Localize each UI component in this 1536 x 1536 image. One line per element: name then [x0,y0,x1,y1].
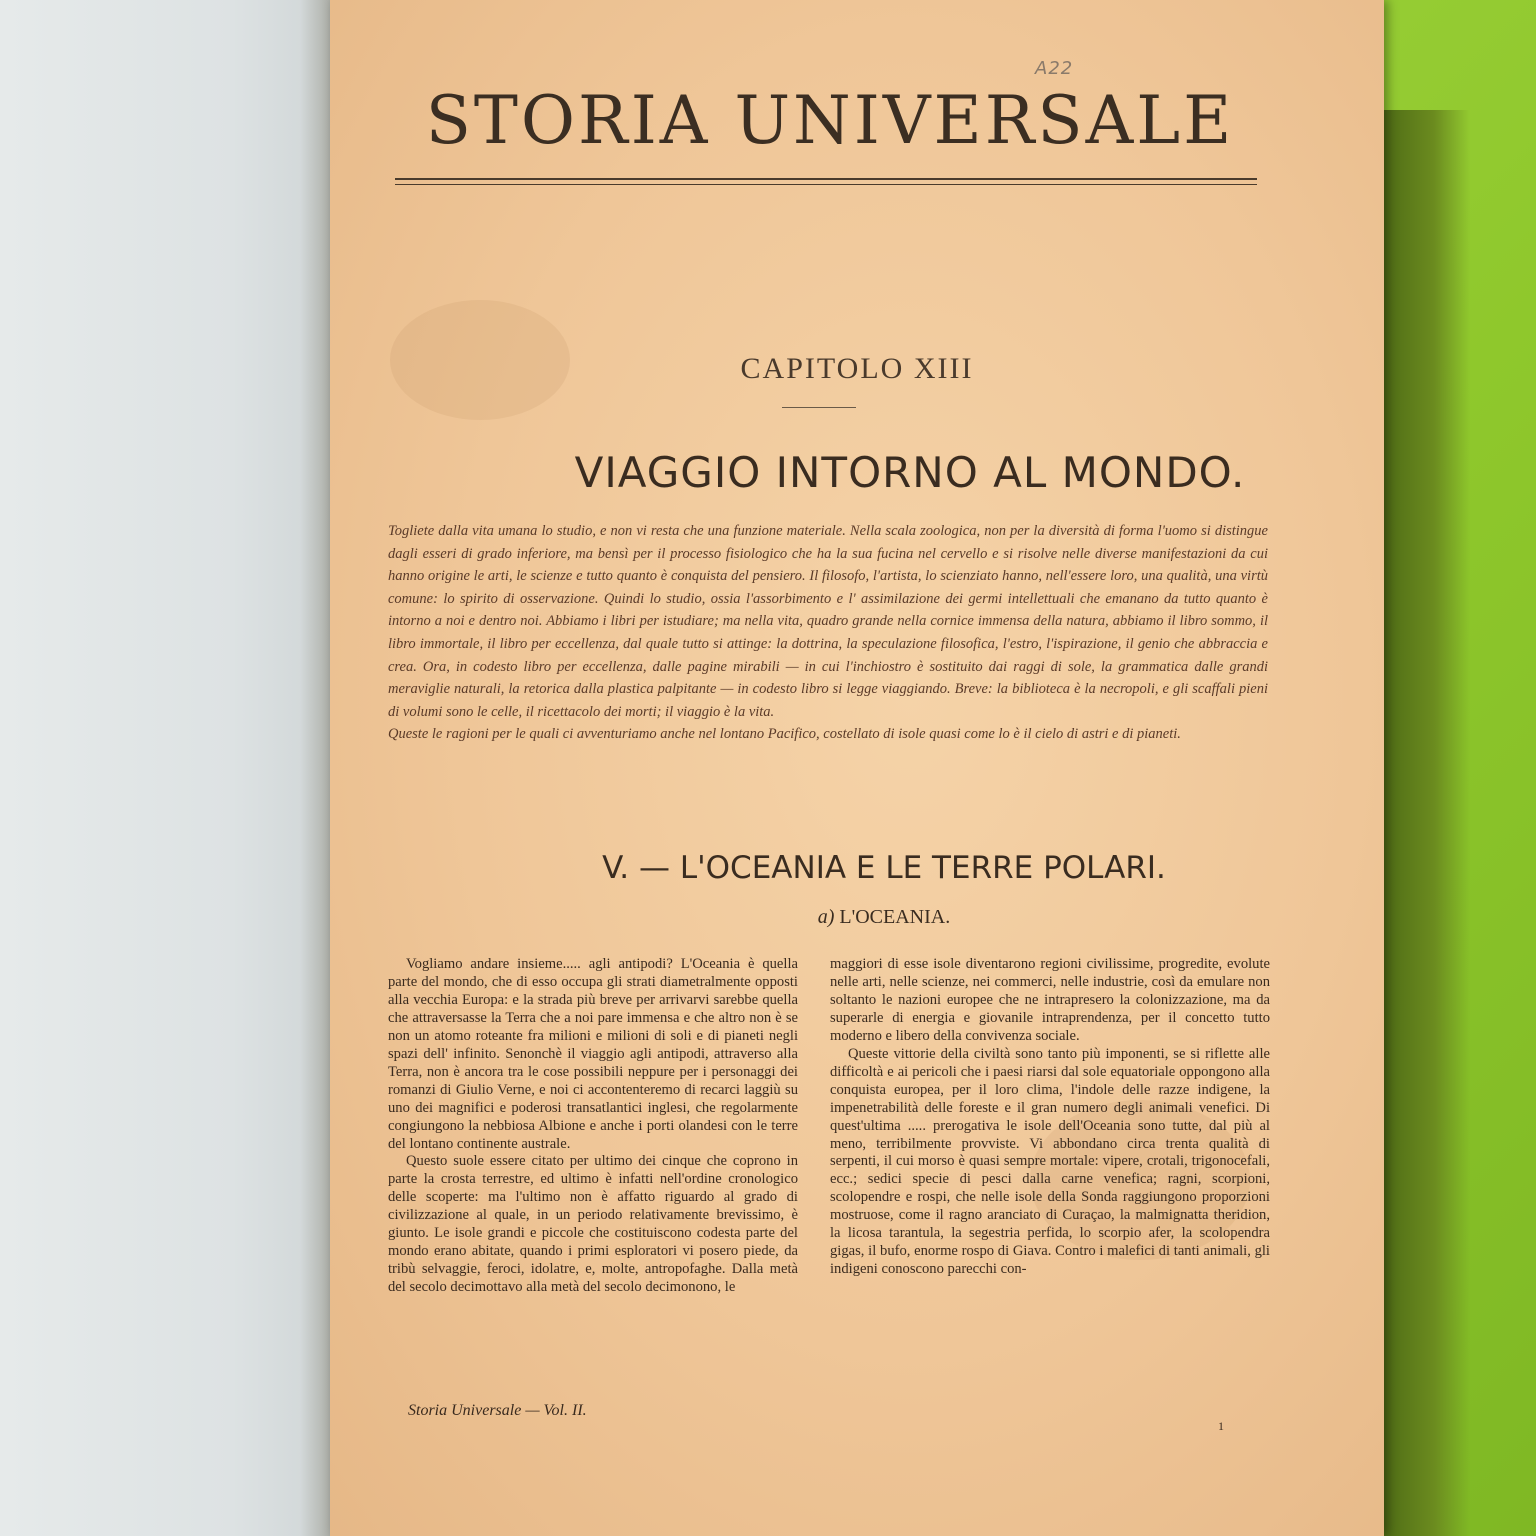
section-title: V. — L'OCEANIA E LE TERRE POLARI. [602,850,1166,886]
left-blank-page [0,0,332,1536]
chapter-rule [782,407,856,408]
page-title: STORIA UNIVERSALE [425,82,1235,159]
chapter-label: CAPITOLO XIII [740,352,974,385]
body-paragraph: Vogliamo andare insieme..... agli antipodi? L'Oceania è quella parte del mondo, che di esso occupa gli strati diametralmente opposti alla vecchia Europa: e la strada più breve per arrivarvi sarebbe quella che attraversasse la Terra che a noi pare immensa e che altro non è se non un atomo roteante fra milioni e milioni di soli e di pianeti negli spazi dell' infinito. Senonchè il viaggio agli antipodi, attraverso alla Terra, non è ancora tra le cose possibili neppure per i personaggi dei romanzi di Giulio Verne, e noi ci accontenteremo di recarci laggiù su uno dei magnifici e poderosi transatlantici inglesi, che regolarmente congiungono la nebbiosa Albione e anche i porti olandesi con le terre del lontano continente australe. [388,956,798,1152]
page-number: 1 [1218,1419,1224,1433]
book-shadow [1380,110,1470,1536]
pencil-note: A22 [1035,58,1074,79]
body-paragraph: Queste vittorie della civiltà sono tanto più imponenti, se si riflette alle difficoltà e ai pericoli che i paesi riarsi dal sole equatoriale oppongono alla conquista europea, per il loro clima, l'indole delle razze indigene, la impenetrabilità delle foreste e il gran numero degli animali venefici. Di quest'ultima ..... prerogativa le isole dell'Oceania sono tutte, dal più al meno, terribilmente provviste. Vi abbondano circa trenta qualità di serpenti, il cui morso è quasi sempre mortale: vipere, crotali, trigonocefali, ecc.; sedici specie di pesci dalla carne venefica; ragni, scorpioni, scolopendre e rospi, che nelle isole della Sonda raggiungono proporzioni mostruose, come il ragno aranciato di Curaçao, la malmignatta theridion, la licosa tarantula, la segestria perfida, lo scorpio afer, la scolopendra gigas, il bufo, enorme rospo di Giava. Contro i malefici di tanti animali, gli indigeni conoscono parecchi con- [830,1045,1270,1278]
left-text-column [388,956,798,1297]
title-rule [395,178,1257,180]
body-paragraph: Questo suole essere citato per ultimo dei cinque che coprono in parte la crosta terrestre, ed ultimo è infatti nell'ordine cronologico delle scoperte: ma l'ultimo non è affatto riguardo al grado di civilizzazione al quale, in un periodo relativamente brevissimo, è giunto. Le isole grandi e piccole che costituiscono codesta parte del mondo erano abitate, quando i primi esploratori vi posero piede, da tribù selvaggie, feroci, idolatre, e, molte, antropofaghe. Dalla metà del secolo decimottavo alla metà del secolo decimonono, le [388,1153,798,1296]
epigraph [388,520,1268,746]
epigraph-paragraph: Togliete dalla vita umana lo studio, e non vi resta che una funzione materiale. Nella scala zoologica, non per la diversità di forma l'uomo si distingue dagli esseri di grado inferiore, ma bensì per il processo fisiologico che ha la sua fucina nel cervello e si risolve nelle diverse manifestazioni da cui hanno origine le arti, le scienze e tutto quanto è conquista del pensiero. Il filosofo, l'artista, lo scienziato hanno, nell'essere loro, una qualità, una virtù comune: lo spirito di osservazione. Quindi lo studio, ossia l'assorbimento e l' assimilazione dei germi intellettuali che emanano da tutto quanto è intorno a noi e dentro noi. Abbiamo i libri per istudiare; ma nella vita, quadro grande nella cornice immensa della natura, abbiamo il libro sommo, il libro immortale, il libro per eccellenza, dal quale tutto si attinge: la dottrina, la speculazione filosofica, l'estro, l'ispirazione, il genio che abbraccia e crea. Ora, in codesto libro per eccellenza, dalle pagine mirabili — in cui l'inchiostro è sostituito dai raggi di sole, la grammatica dalle grandi meraviglie naturali, la retorica dalla plastica palpitante — in codesto libro si legge viaggiando. Breve: la biblioteca è la necropoli, e gli scaffali pieni di volumi sono le celle, il ricettacolo dei morti; il viaggio è la vita. [388,523,1268,720]
subsection-title [330,906,1438,929]
right-text-column [830,956,1270,1279]
subsection-prefix: a) [817,906,835,928]
body-paragraph: maggiori di esse isole diventarono regioni civilissime, progredite, evolute nelle arti, nelle scienze, nei commerci, nelle industrie, così da emulare non soltanto le nazioni europee che ne intrapresero la colonizzazione, ma da superarle di energia e giovanile intraprendenza, per il concetto tutto moderno e libero della convivenza sociale. [830,956,1270,1044]
running-footer: Storia Universale — Vol. II. [408,1402,587,1419]
title-rule-thin [395,184,1257,185]
book-page [330,0,1384,1536]
chapter-title: VIAGGIO INTORNO AL MONDO. [574,448,1246,497]
epigraph-paragraph: Queste le ragioni per le quali ci avventuriamo anche nel lontano Pacifico, costellato di isole quasi come lo è il cielo di astri e di pianeti. [388,726,1181,743]
subsection-label: L'OCEANIA. [839,906,951,928]
